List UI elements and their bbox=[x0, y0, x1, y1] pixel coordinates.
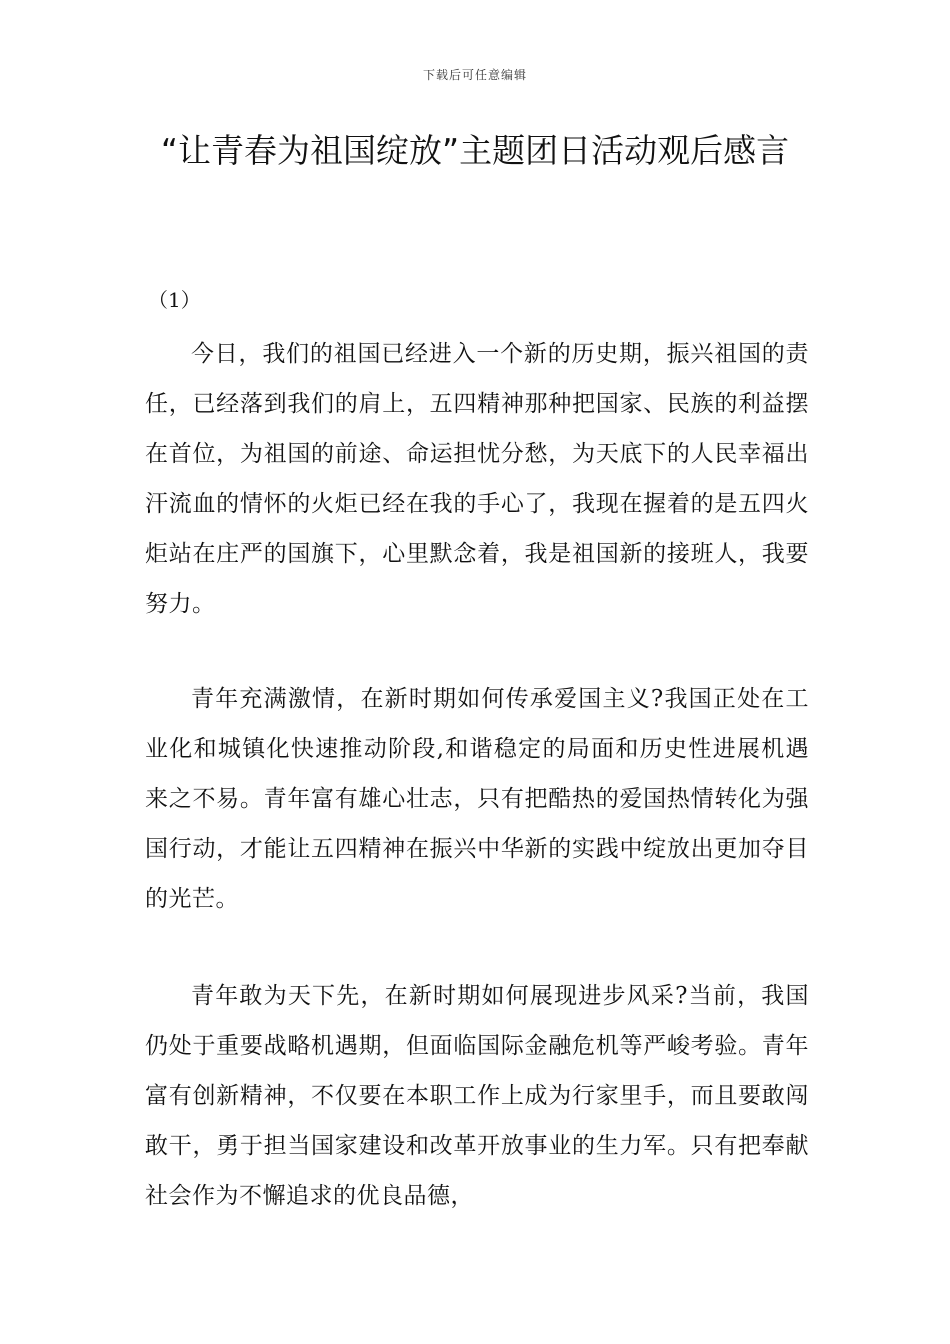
document-title: “让青春为祖国绽放”主题团日活动观后感言 bbox=[160, 131, 790, 170]
paragraph-text: 青年充满激情，在新时期如何传承爱国主义?我国正处在工业化和城镇化快速推动阶段,和谐稳定的局面和历史性进展机遇来之不易。青年富有雄心壮志，只有把酷热的爱国热情转化为强国行动，才能让五四精神在振兴中华新的实践中绽放出更加夺目的光芒。 bbox=[145, 686, 809, 912]
paragraph-2 bbox=[145, 674, 809, 924]
paragraph-1 bbox=[145, 329, 809, 629]
paragraph-3 bbox=[145, 971, 809, 1221]
section-label: （1） bbox=[148, 288, 201, 312]
paragraph-text: 青年敢为天下先，在新时期如何展现进步风采?当前，我国仍处于重要战略机遇期，但面临国际金融危机等严峻考验。青年富有创新精神，不仅要在本职工作上成为行家里手，而且要敢闯敢干，勇于担当国家建设和改革开放事业的生力军。只有把奉献社会作为不懈追求的优良品德， bbox=[145, 983, 809, 1209]
header-note: 下载后可任意编辑 bbox=[422, 68, 527, 82]
paragraph-text: 今日，我们的祖国已经进入一个新的历史期，振兴祖国的责任，已经落到我们的肩上，五四精神那种把国家、民族的利益摆在首位，为祖国的前途、命运担忧分愁，为天底下的人民幸福出汗流血的情怀的火炬已经在我的手心了，我现在握着的是五四火炬站在庄严的国旗下，心里默念着，我是祖国新的接班人，我要努力。 bbox=[145, 341, 809, 617]
